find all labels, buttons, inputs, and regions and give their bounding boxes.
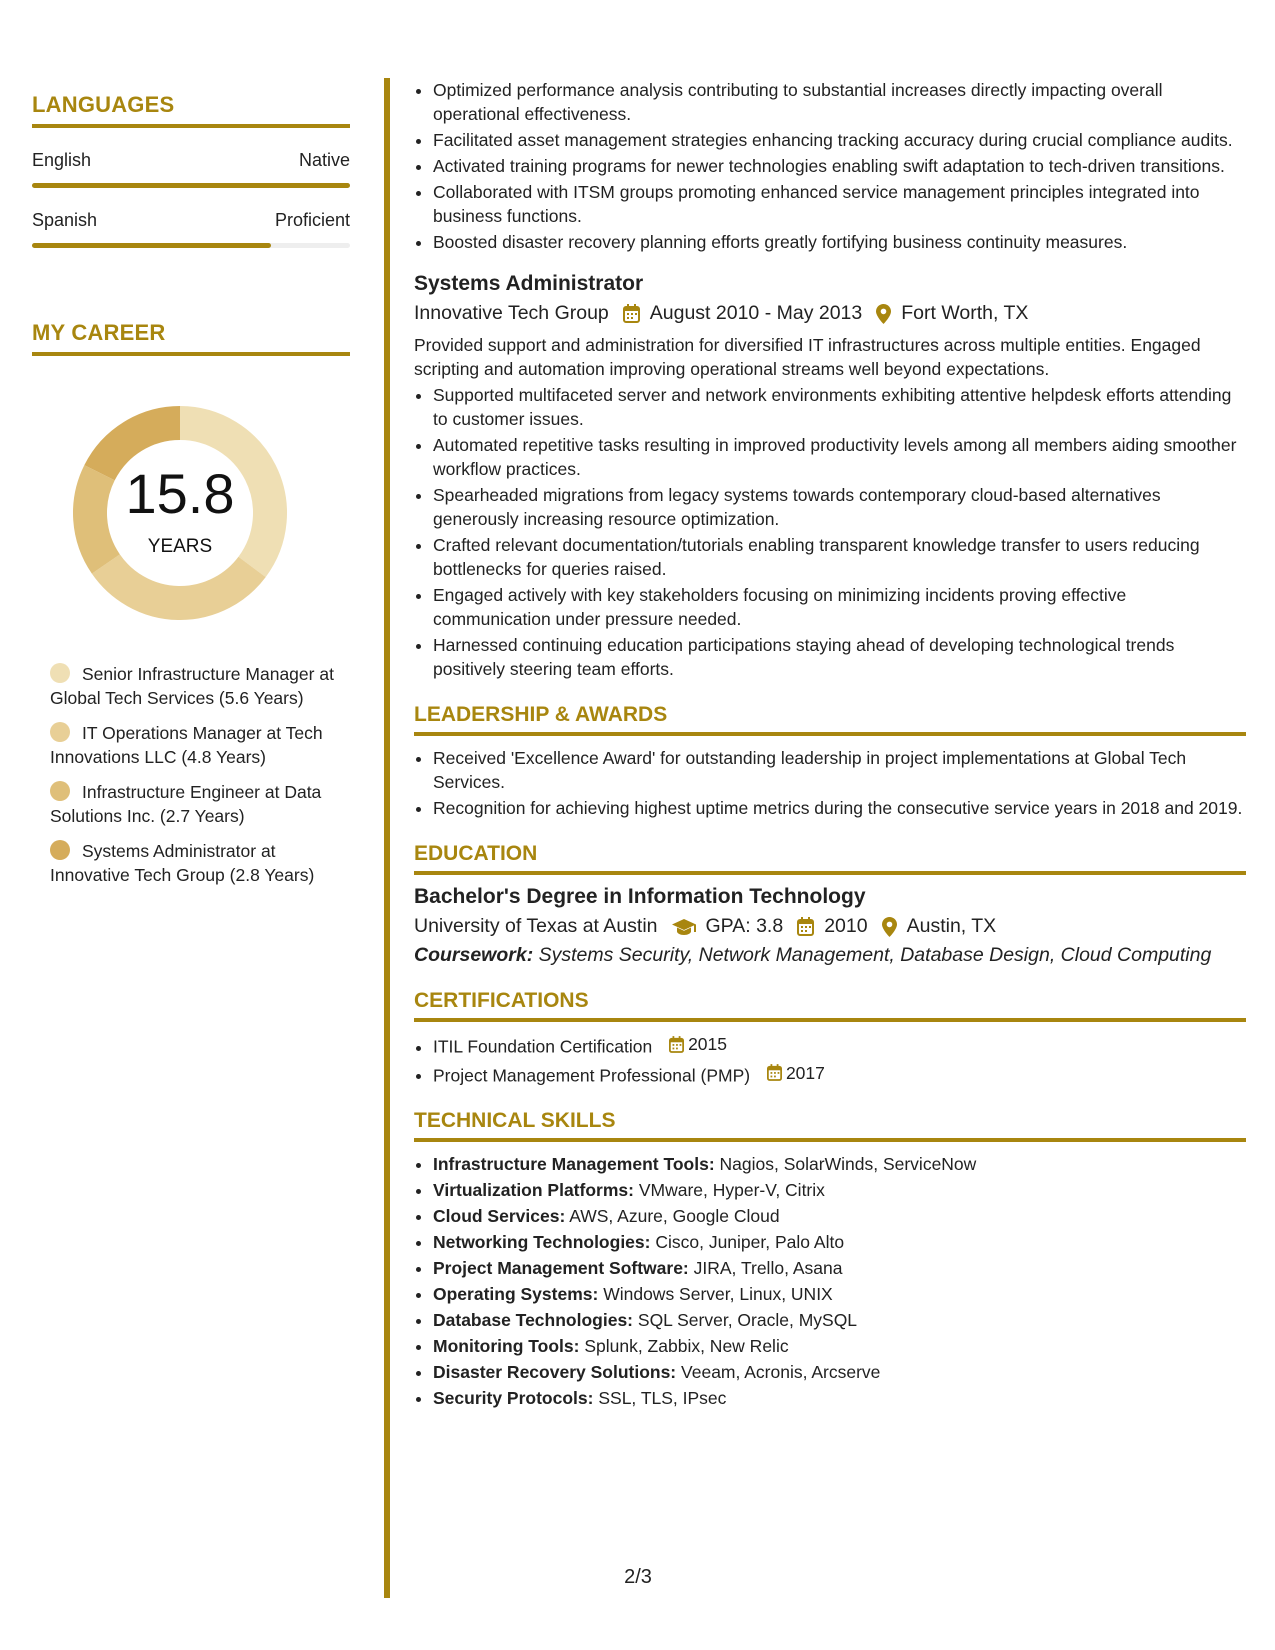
skill-values: AWS, Azure, Google Cloud [569, 1206, 780, 1226]
career-total-years: 15.8 [125, 462, 235, 525]
skill-category: Disaster Recovery Solutions: [433, 1362, 677, 1382]
skill-category: Cloud Services: [433, 1206, 566, 1226]
school-name: University of Texas at Austin [414, 915, 658, 937]
language-item [32, 150, 350, 188]
skill-values: Splunk, Zabbix, New Relic [584, 1336, 789, 1356]
language-item [32, 210, 350, 248]
bullet-item: • Harnessed continuing education participations staying ahead of developing technological trends positively steering team efforts. [433, 633, 1246, 681]
job-company: Innovative Tech Group [414, 302, 609, 324]
skill-item [433, 1334, 1246, 1358]
career-legend-label: Infrastructure Engineer at Data Solutions Inc. (2.7 Years) [50, 782, 322, 826]
skill-item [433, 1152, 1246, 1176]
calendar-icon [669, 1036, 684, 1053]
career-donut-chart [65, 398, 295, 628]
skill-values: Cisco, Juniper, Palo Alto [655, 1232, 845, 1252]
column-divider [384, 78, 390, 1598]
legend-dot [50, 781, 70, 801]
location-pin-icon [882, 917, 897, 937]
calendar-icon [767, 1064, 782, 1081]
job-summary: Provided support and administration for diversified IT infrastructures across multiple entities. Engaged scripting and automation improving operational streams well beyond expectations. [414, 335, 1201, 379]
language-proficiency-bar [32, 183, 350, 188]
skills-list [414, 1152, 1246, 1410]
career-legend-label: Systems Administrator at Innovative Tech Group (2.8 Years) [50, 841, 315, 885]
skill-category: Networking Technologies: [433, 1232, 651, 1252]
skill-values: JIRA, Trello, Asana [693, 1258, 843, 1278]
career-legend-label: IT Operations Manager at Tech Innovations LLC (4.8 Years) [50, 723, 323, 767]
skill-category: Virtualization Platforms: [433, 1180, 634, 1200]
sidebar [32, 92, 350, 898]
career-legend-item [50, 721, 335, 769]
education-meta [414, 915, 1246, 938]
bullet-item: • Engaged actively with key stakeholders focusing on minimizing incidents proving effective communication under pressure needed. [433, 583, 1246, 631]
job-dates: August 2010 - May 2013 [649, 302, 863, 324]
skill-values: Nagios, SolarWinds, ServiceNow [719, 1154, 977, 1174]
language-name: Spanish [32, 210, 98, 230]
legend-dot [50, 663, 70, 683]
skill-item [433, 1256, 1246, 1280]
leadership-list [414, 746, 1246, 820]
skill-values: Veeam, Acronis, Arcserve [681, 1362, 881, 1382]
bullet-item: • Automated repetitive tasks resulting in improved productivity levels among all members aiding smoother workflow practices. [433, 433, 1246, 481]
skill-values: Windows Server, Linux, UNIX [603, 1284, 833, 1304]
skill-item [433, 1230, 1246, 1254]
legend-dot [50, 840, 70, 860]
skill-item [433, 1386, 1246, 1410]
job-meta [414, 302, 1246, 325]
bullet-item: • Facilitated asset management strategies enhancing tracking accuracy during crucial compliance audits. [433, 128, 1246, 152]
certification-year: 2015 [688, 1034, 727, 1054]
bullet-item: • Crafted relevant documentation/tutorials enabling transparent knowledge transfer to users reducing bottlenecks for queries raised. [433, 533, 1246, 581]
bullet-item: • Activated training programs for newer technologies enabling swift adaptation to tech-driven transitions. [433, 154, 1246, 178]
previous-job-bullets [414, 78, 1246, 254]
main-content [414, 78, 1246, 1412]
donut-segment [106, 564, 252, 603]
graduation-year: 2010 [824, 915, 868, 937]
legend-dot [50, 722, 70, 742]
language-proficiency-fill [32, 243, 271, 248]
degree-title: Bachelor's Degree in Information Technology [414, 885, 866, 908]
language-name: English [32, 150, 92, 170]
language-proficiency-fill [32, 183, 350, 188]
coursework [414, 944, 1246, 967]
skill-item [433, 1178, 1246, 1202]
languages-heading: LANGUAGES [32, 92, 350, 128]
skill-category: Database Technologies: [433, 1310, 634, 1330]
coursework-list: Systems Security, Network Management, Database Design, Cloud Computing [538, 944, 1212, 966]
career-legend-label: Senior Infrastructure Manager at Global Tech Services (5.6 Years) [50, 664, 334, 708]
coursework-label: Coursework: [414, 944, 534, 966]
bullet-item: • Supported multifaceted server and network environments exhibiting attentive helpdesk efforts attending to customer issues. [433, 383, 1246, 431]
skill-item [433, 1360, 1246, 1384]
bullet-item: • Optimized performance analysis contributing to substantial increases directly impacting overall operational effectiveness. [433, 78, 1246, 126]
page-number: 2/3 [624, 1566, 652, 1588]
certification-item [433, 1061, 1246, 1088]
language-level: Proficient [274, 210, 350, 230]
language-proficiency-bar [32, 243, 350, 248]
job-title: Systems Administrator [414, 272, 644, 295]
skills-heading: TECHNICAL SKILLS [414, 1109, 1246, 1142]
bullet-item: • Boosted disaster recovery planning efforts greatly fortifying business continuity measures. [433, 230, 1246, 254]
certifications-list [414, 1032, 1246, 1087]
certification-name: ITIL Foundation Certification [433, 1036, 653, 1057]
skill-category: Security Protocols: [433, 1388, 594, 1408]
skill-values: SQL Server, Oracle, MySQL [637, 1310, 858, 1330]
education-heading: EDUCATION [414, 842, 1246, 875]
career-legend-item [50, 780, 335, 828]
school-location: Austin, TX [906, 915, 997, 937]
certification-item [433, 1032, 1246, 1059]
skill-values: VMware, Hyper-V, Citrix [638, 1180, 825, 1200]
certifications-heading: CERTIFICATIONS [414, 989, 1246, 1022]
skill-category: Operating Systems: [433, 1284, 599, 1304]
award-item: • Recognition for achieving highest uptime metrics during the consecutive service years in 2018 and 2019. [433, 796, 1246, 820]
gpa: GPA: 3.8 [705, 915, 784, 937]
bullet-item: • Collaborated with ITSM groups promoting enhanced service management principles integrated into business functions. [433, 180, 1246, 228]
career-legend [50, 662, 335, 887]
location-pin-icon [876, 304, 891, 324]
job-location: Fort Worth, TX [901, 302, 1029, 324]
certification-name: Project Management Professional (PMP) [433, 1065, 751, 1085]
skill-item [433, 1282, 1246, 1306]
calendar-icon [797, 917, 814, 936]
skill-values: SSL, TLS, IPsec [598, 1388, 727, 1408]
skill-category: Project Management Software: [433, 1258, 689, 1278]
career-years-unit: YEARS [147, 536, 213, 557]
language-level: Native [298, 150, 350, 170]
skill-item [433, 1308, 1246, 1332]
career-legend-item [50, 839, 335, 887]
bullet-item: • Spearheaded migrations from legacy systems towards contemporary cloud-based alternatives generously increasing resource optimization. [433, 483, 1246, 531]
calendar-icon [623, 304, 640, 323]
certification-year: 2017 [785, 1062, 825, 1083]
graduation-cap-icon [672, 918, 696, 936]
leadership-heading: LEADERSHIP & AWARDS [414, 703, 1246, 736]
career-heading: MY CAREER [32, 320, 350, 356]
skill-category: Infrastructure Management Tools: [433, 1154, 715, 1174]
skill-category: Monitoring Tools: [433, 1336, 580, 1356]
award-item: • Received 'Excellence Award' for outstanding leadership in project implementations at Global Tech Services. [433, 746, 1246, 794]
skill-item [433, 1204, 1246, 1228]
job-bullets [414, 383, 1246, 681]
career-legend-item [50, 662, 335, 710]
